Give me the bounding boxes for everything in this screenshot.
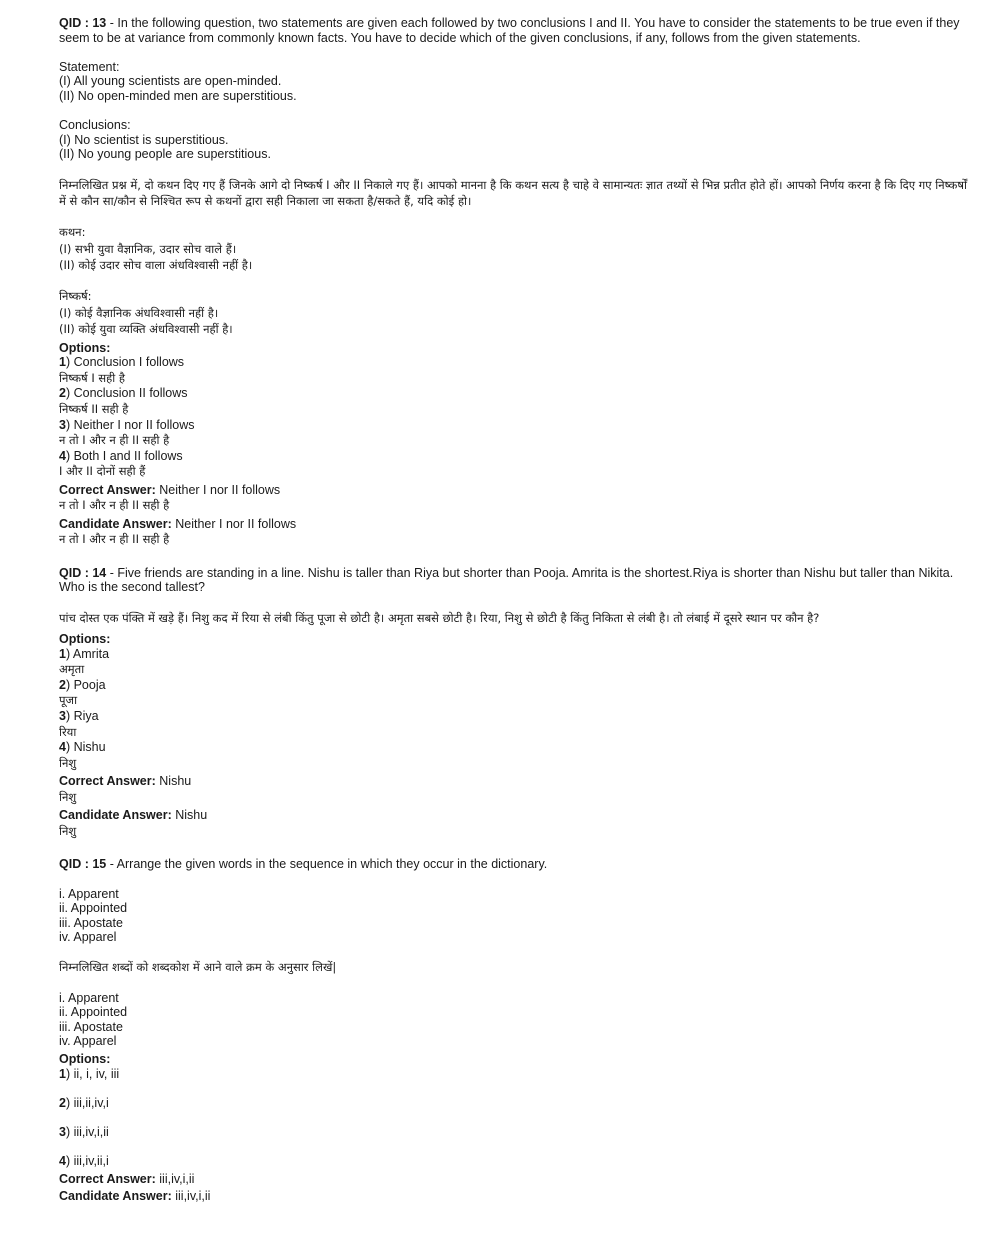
- option-text-en: iii,iv,i,ii: [73, 1124, 109, 1139]
- conclusion-label: Conclusions:: [59, 118, 131, 133]
- option-number: 4: [59, 1154, 66, 1169]
- option-number: 3: [59, 708, 66, 723]
- option-text-hi: निशु: [59, 755, 77, 770]
- question-text-en: Arrange the given words in the sequence in which they occur in the dictionary.: [116, 857, 548, 872]
- conclusion-2-hi: (II) कोई युवा व्यक्ति अंधविश्वासी नहीं है।: [59, 322, 233, 337]
- option-text-en: ii, i, iv, iii: [73, 1066, 120, 1081]
- options-label: Options:: [59, 1051, 111, 1066]
- word-2-hi: ii. Appointed: [59, 1005, 128, 1020]
- option-text-en: Riya: [73, 708, 99, 723]
- option-text-en: Nishu: [73, 740, 106, 755]
- candidate-answer-label: Candidate Answer:: [59, 516, 172, 531]
- correct-answer-label: Correct Answer:: [59, 482, 156, 497]
- correct-answer: [59, 774, 969, 805]
- question-paper: [59, 16, 969, 1204]
- candidate-answer-hi: निशु: [59, 823, 77, 838]
- conclusion-1-hi: (I) कोई वैज्ञानिक अंधविश्वासी नहीं है।: [59, 305, 219, 320]
- option-3: 3) Neither I nor II follows न तो I और न ही II सही है: [59, 418, 969, 449]
- correct-answer: [59, 483, 969, 514]
- correct-answer-hi: निशु: [59, 789, 77, 804]
- candidate-answer: [59, 1189, 969, 1204]
- candidate-answer-hi: न तो I और न ही II सही है: [59, 532, 170, 547]
- question-text-hi: निम्नलिखित शब्दों को शब्दकोश में आने वाले क्रम के अनुसार लिखें|: [59, 960, 337, 975]
- option-number: 1: [59, 355, 66, 370]
- option-2: 2) Pooja पूजा: [59, 678, 969, 709]
- options-label: Options:: [59, 340, 111, 355]
- option-1: 1) Conclusion I follows निष्कर्ष I सही है: [59, 355, 969, 386]
- conclusion-1: (I) No scientist is superstitious.: [59, 132, 229, 147]
- qid-label: QID : 14: [59, 565, 107, 580]
- candidate-answer: [59, 517, 969, 548]
- candidate-answer-en: Neither I nor II follows: [175, 516, 297, 531]
- word-2: ii. Appointed: [59, 901, 128, 916]
- correct-answer: [59, 1172, 969, 1187]
- question-text-hi: निम्नलिखित प्रश्न में, दो कथन दिए गए हैं जिनके आगे दो निष्कर्ष I और II निकाले गए हैं। आपको मानना है कि कथन सत्य है चाहे वे सामान्यतः ज्ञात तथ्यों से भिन्न प्रतीत होते हों। आपको निर्णय करना है कि दिए गए निष्कर्षों में से कौन सा/कौन से निश्चित रूप से कथनों द्वारा सही निकाला जा सकता है/सकते हैं, यदि कोई हो।: [59, 177, 967, 209]
- question-text-en: In the following question, two statements are given each followed by two conclusions I and II. You have to consider the statements to be true even if they seem to be at variance from commonly known facts. You have to decide which of the given conclusions, if any, follows from the given statements.: [59, 16, 960, 45]
- option-number: 2: [59, 386, 66, 401]
- correct-answer-hi: न तो I और न ही II सही है: [59, 498, 170, 513]
- option-number: 4: [59, 448, 66, 463]
- option-text-hi: पूजा: [59, 693, 78, 708]
- conclusion-2: (II) No young people are superstitious.: [59, 147, 271, 162]
- candidate-answer: [59, 808, 969, 839]
- option-text-en: iii,ii,iv,i: [73, 1095, 109, 1110]
- option-number: 4: [59, 740, 66, 755]
- option-4: 4) iii,iv,ii,i: [59, 1154, 109, 1169]
- option-2: 2) Conclusion II follows निष्कर्ष II सही है: [59, 386, 969, 417]
- option-text-en: Neither I nor II follows: [73, 417, 195, 432]
- word-3: iii. Apostate: [59, 915, 123, 930]
- qid-label: QID : 13: [59, 16, 107, 30]
- statement-label: Statement:: [59, 59, 120, 74]
- question-text: QID : 15 - Arrange the given words in the sequence in which they occur in the dictionary.: [59, 857, 548, 872]
- option-text-hi: I और II दोनों सही हैं: [59, 464, 146, 479]
- question-text: QID : 14 - Five friends are standing in a line. Nishu is taller than Riya but shorter than Pooja. Amrita is the shortest.Riya is shorter than Nishu but taller than Nikita. Who is the second tallest?: [59, 565, 954, 595]
- option-text-en: Both I and II follows: [73, 448, 183, 463]
- word-1: i. Apparent: [59, 886, 119, 901]
- option-text-hi: अमृता: [59, 662, 85, 677]
- candidate-answer-label: Candidate Answer:: [59, 808, 172, 823]
- option-text-hi: रिया: [59, 724, 77, 739]
- option-number: 3: [59, 417, 66, 432]
- option-text-hi: निष्कर्ष I सही है: [59, 370, 125, 385]
- option-4: 4) Nishu निशु: [59, 740, 969, 771]
- option-number: 1: [59, 646, 66, 661]
- correct-answer-en: Nishu: [159, 774, 192, 789]
- question-text: QID : 13 - In the following question, two statements are given each followed by two conclusions I and II. You have to consider the statements to be true even if they seem to be at variance from commonly known facts. You have to decide which of the given conclusions, if any, follows from the given statements.: [59, 16, 960, 45]
- word-4-hi: iv. Apparel: [59, 1034, 117, 1049]
- option-4: 4) Both I and II follows I और II दोनों सही हैं: [59, 449, 969, 480]
- option-1: 1) Amrita अमृता: [59, 647, 969, 678]
- correct-answer-label: Correct Answer:: [59, 774, 156, 789]
- word-3-hi: iii. Apostate: [59, 1019, 123, 1034]
- candidate-answer-label: Candidate Answer:: [59, 1189, 172, 1204]
- option-text-hi: न तो I और न ही II सही है: [59, 433, 170, 448]
- option-number: 2: [59, 677, 66, 692]
- option-text-en: Conclusion II follows: [73, 386, 188, 401]
- question-text-en: Five friends are standing in a line. Nishu is taller than Riya but shorter than Pooja. Amrita is the shortest.Riya is shorter than Nishu but taller than Nikita. Who is the second tallest?: [59, 565, 954, 595]
- option-text-en: iii,iv,ii,i: [73, 1154, 109, 1169]
- option-2: 2) iii,ii,iv,i: [59, 1095, 109, 1110]
- word-4: iv. Apparel: [59, 930, 117, 945]
- word-1-hi: i. Apparent: [59, 990, 119, 1005]
- statement-1-hi: (I) सभी युवा वैज्ञानिक, उदार सोच वाले हैं।: [59, 241, 237, 256]
- candidate-answer-en: iii,iv,i,ii: [175, 1189, 211, 1204]
- option-3: 3) iii,iv,i,ii: [59, 1124, 109, 1139]
- option-text-hi: निष्कर्ष II सही है: [59, 402, 129, 416]
- option-text-en: Pooja: [73, 677, 106, 692]
- question-14: [59, 566, 969, 839]
- correct-answer-en: iii,iv,i,ii: [159, 1171, 195, 1186]
- qid-label: QID : 15: [59, 857, 107, 872]
- correct-answer-label: Correct Answer:: [59, 1171, 156, 1186]
- option-number: 1: [59, 1066, 66, 1081]
- conclusion-label-hi: निष्कर्ष:: [59, 289, 92, 304]
- option-1: 1) ii, i, iv, iii: [59, 1066, 120, 1081]
- statement-1: (I) All young scientists are open-minded.: [59, 74, 282, 89]
- option-text-en: Conclusion I follows: [73, 355, 185, 370]
- question-text-hi: पांच दोस्त एक पंक्ति में खड़े हैं। निशु कद में रिया से लंबी किंतु पूजा से छोटी है। अमृता सबसे छोटी है। रिया, निशु से छोटी है किंतु निकिता से लंबी है। तो लंबाई में दूसरे स्थान पर कौन है?: [59, 610, 820, 625]
- option-text-en: Amrita: [72, 646, 110, 661]
- option-number: 2: [59, 1095, 66, 1110]
- candidate-answer-en: Nishu: [175, 808, 208, 823]
- correct-answer-en: Neither I nor II follows: [159, 482, 281, 497]
- option-3: 3) Riya रिया: [59, 709, 969, 740]
- question-13: [59, 16, 969, 548]
- statement-2: (II) No open-minded men are superstitious.: [59, 88, 297, 103]
- option-number: 3: [59, 1124, 66, 1139]
- options-label: Options:: [59, 632, 111, 647]
- statement-2-hi: (II) कोई उदार सोच वाला अंधविश्वासी नहीं है।: [59, 258, 253, 273]
- statement-label-hi: कथन:: [59, 225, 86, 240]
- question-15: [59, 857, 969, 1204]
